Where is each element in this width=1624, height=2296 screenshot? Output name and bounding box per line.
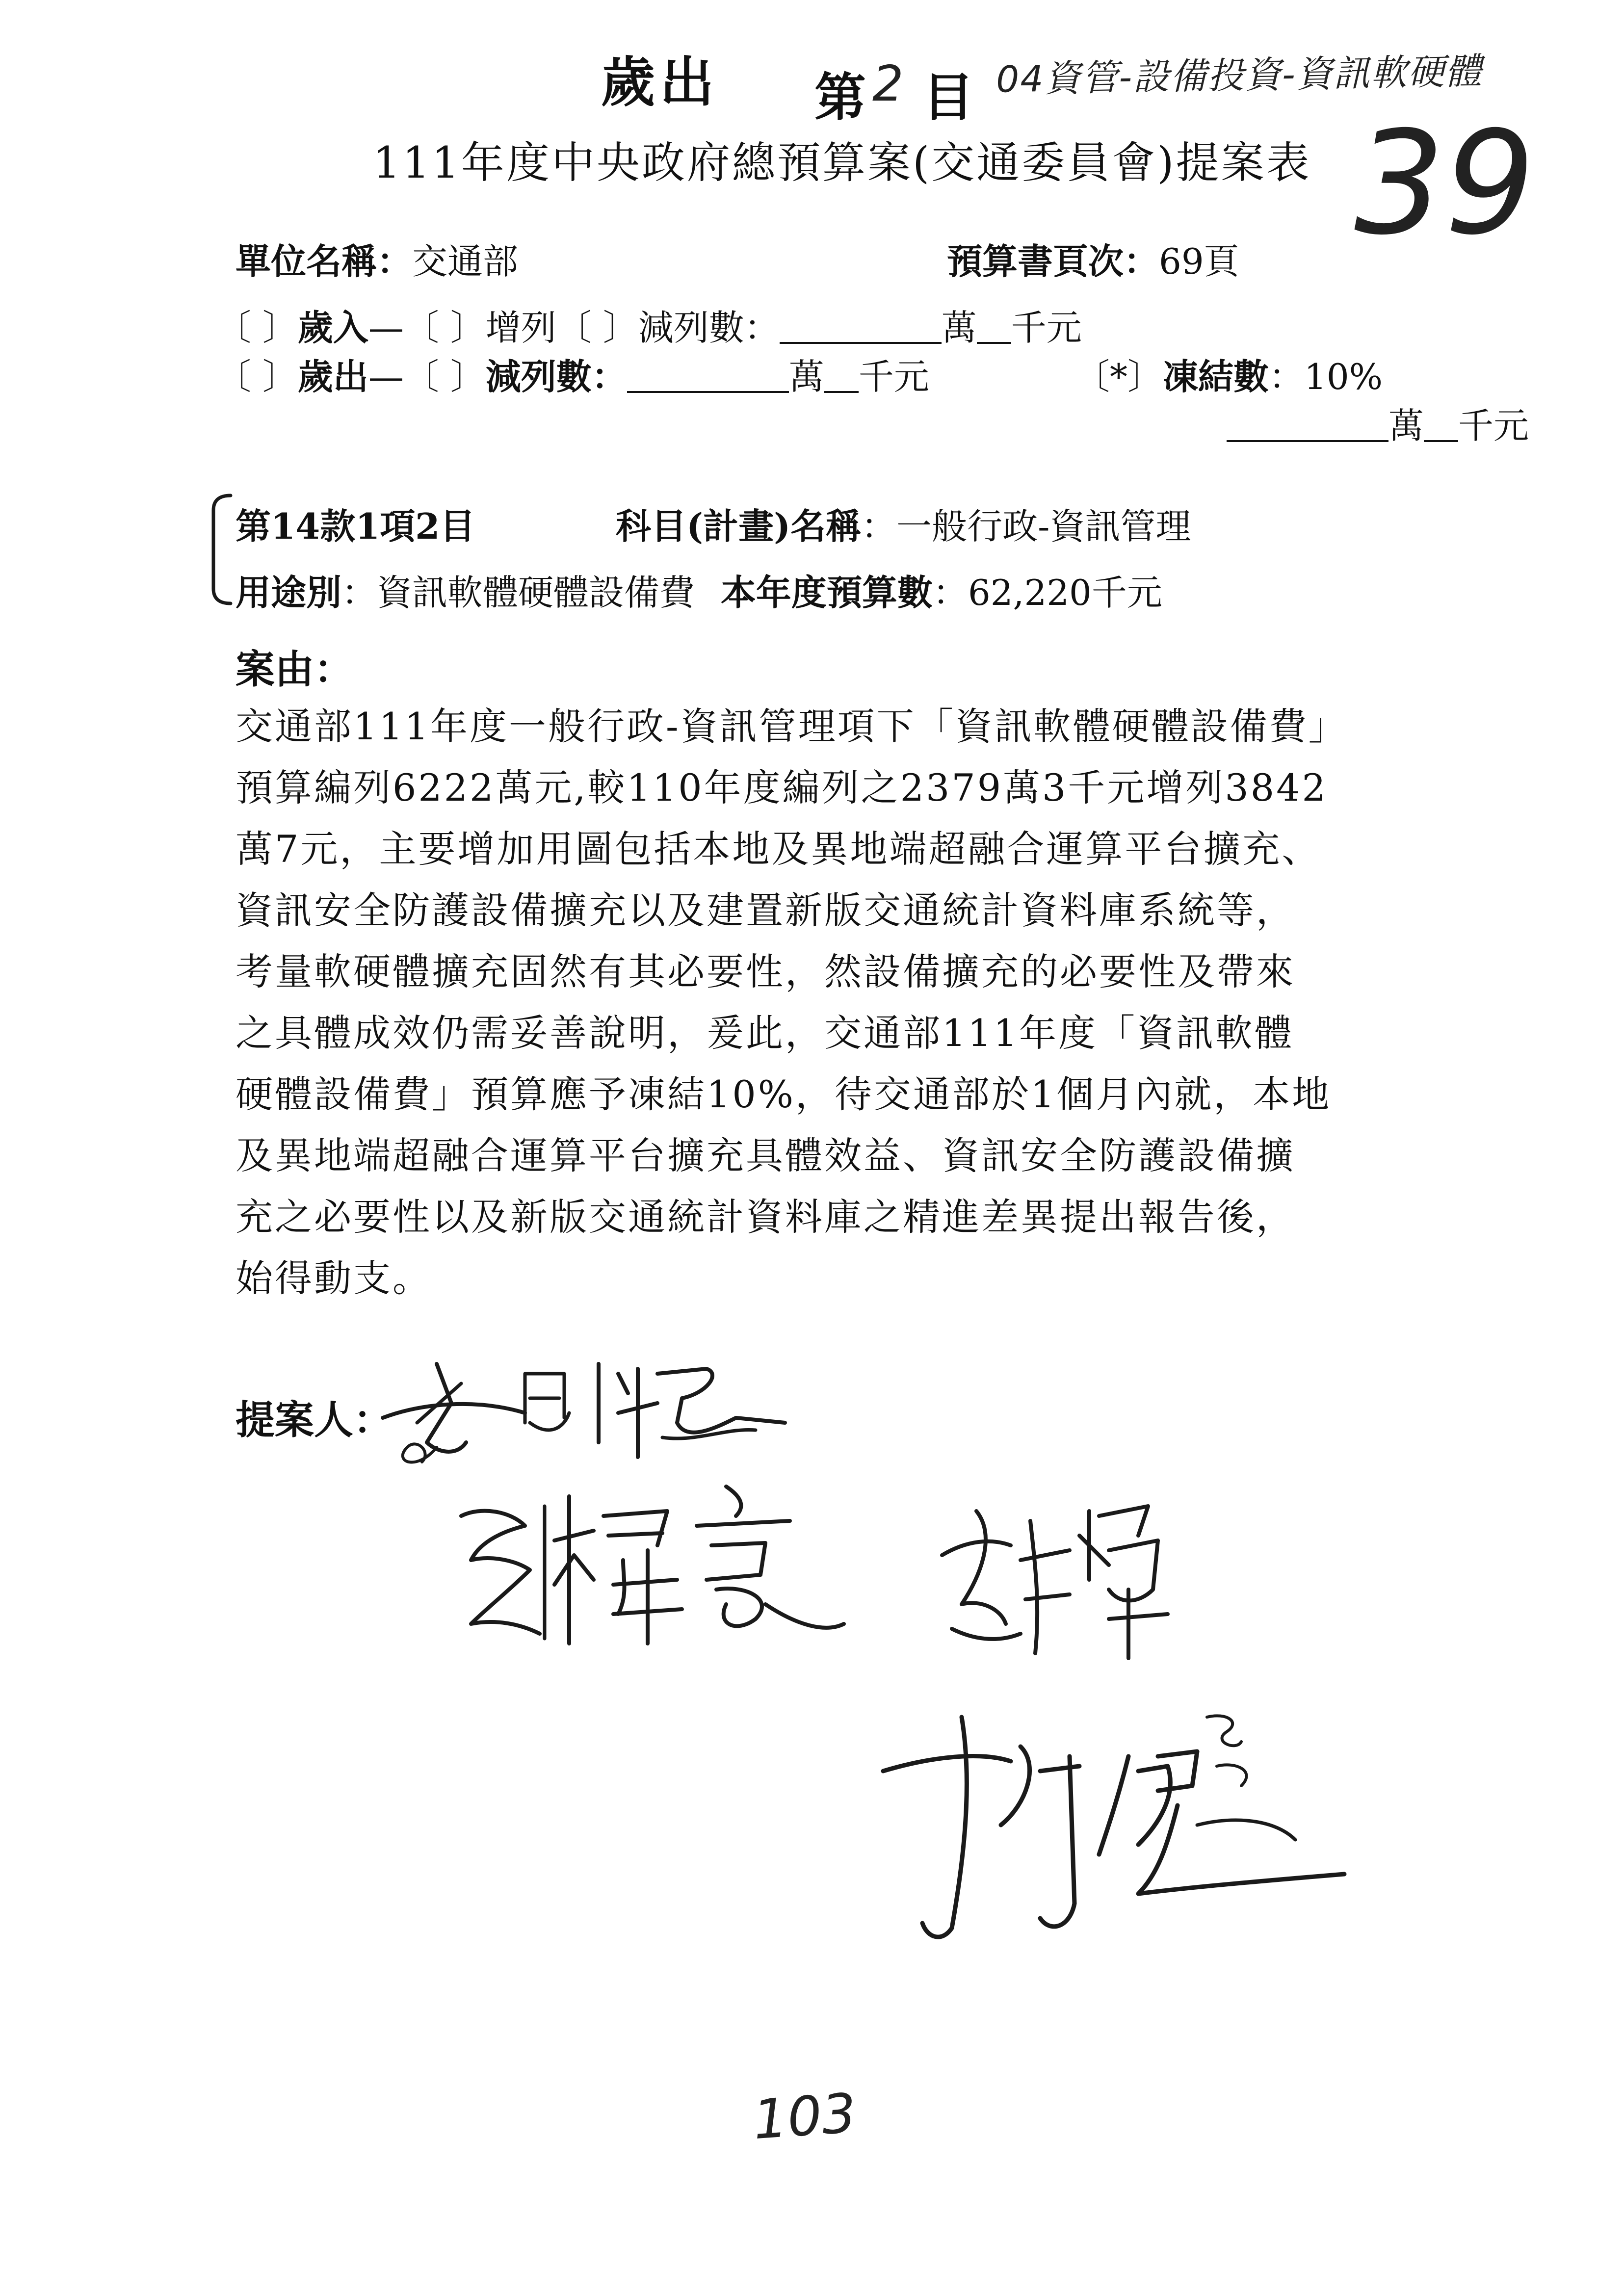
revenue-amount-blank: [780, 307, 942, 344]
freeze-label: 凍結數: [1163, 356, 1269, 397]
item-prefix: 第: [814, 67, 866, 128]
reason-line: 充之必要性以及新版交通統計資料庫之精進差異提出報告後，: [236, 1195, 1295, 1239]
freeze-unit-thousand: 千元: [1458, 405, 1529, 446]
reason-line: 之具體成效仍需妥善說明，爰此，交通部111年度「資訊軟體: [236, 1011, 1294, 1055]
freeze-row: [1074, 348, 1383, 399]
revenue-option-row: [216, 299, 1082, 350]
budget-label: 本年度預算數: [720, 572, 933, 613]
proposer-label: 提案人：: [236, 1397, 393, 1443]
reason-line: 硬體設備費」預算應予凍結10%，待交通部於1個月內就，本地: [236, 1072, 1332, 1116]
unit-row: [236, 233, 518, 284]
item-suffix: 目: [922, 67, 974, 128]
budget-value: ：62,220千元: [932, 572, 1162, 613]
signature-3: [922, 1491, 1197, 1668]
handwritten-category-note: 04資管-設備投資-資訊軟硬體: [995, 50, 1483, 101]
revenue-thousand-blank: [977, 307, 1011, 344]
use-label: 用途別: [236, 572, 342, 613]
revenue-checkbox: 〔 〕: [216, 307, 298, 348]
unit-value: 交通部: [412, 241, 519, 282]
signature-1: [363, 1344, 805, 1472]
expenditure-unit-thousand: 千元: [858, 356, 929, 397]
freeze-unit-wan: 萬: [1388, 405, 1424, 446]
expenditure-unit-wan: 萬: [788, 356, 824, 397]
freeze-checkbox: 〔*〕: [1074, 356, 1163, 397]
reason-line: 考量軟硬體擴充固然有其必要性，然設備擴充的必要性及帶來: [236, 950, 1295, 993]
reason-line: 交通部111年度一般行政-資訊管理項下「資訊軟體硬體設備費」: [236, 704, 1348, 748]
revenue-decrease-label: 減列數：: [638, 307, 780, 348]
reason-line: 始得動支。: [236, 1256, 432, 1300]
budget-page-value: 69頁: [1159, 241, 1239, 282]
revenue-increase-label: 增列: [485, 307, 556, 348]
reason-line: 及異地端超融合運算平台擴充具體效益、資訊安全防護設備擴: [236, 1134, 1295, 1177]
revenue-dash: —: [368, 307, 404, 348]
page-number-handwritten: 39: [1354, 101, 1536, 266]
subject-name-row: [616, 498, 1191, 549]
page-title: 111年度中央政府總預算案(交通委員會)提案表: [373, 137, 1311, 188]
subject-section: 第14款1項2目: [236, 505, 475, 547]
item-number-handwritten: 2: [872, 55, 904, 112]
expenditure-thousand-blank: [824, 356, 859, 393]
footer-page-number-handwritten: 103: [751, 2081, 859, 2152]
reason-line: 萬7元，主要增加用圖包括本地及異地端超融合運算平台擴充、: [236, 827, 1321, 871]
expenditure-amount-blank: [627, 356, 789, 393]
expenditure-option-row: [216, 348, 929, 399]
subject-name-value: ：一般行政-資訊管理: [861, 506, 1191, 547]
reason-line: 預算編列6222萬元,較110年度編列之2379萬3千元增列3842: [236, 766, 1328, 809]
expenditure-dash: —: [368, 356, 404, 397]
freeze-amount-row: [1227, 397, 1529, 448]
unit-label: 單位名稱：: [236, 240, 413, 282]
freeze-value: ：10%: [1269, 356, 1383, 397]
subject-name-label: 科目(計畫)名稱: [616, 505, 862, 547]
revenue-decrease-checkbox: 〔 〕: [556, 307, 638, 348]
use-row: [236, 564, 1162, 615]
expenditure-label: 歲出: [297, 356, 368, 397]
freeze-amount-blank: [1227, 405, 1388, 442]
subject-section-row: [236, 498, 475, 549]
use-value: ：資訊軟體硬體設備費: [341, 572, 695, 613]
revenue-label: 歲入: [297, 307, 368, 348]
revenue-increase-checkbox: 〔 〕: [403, 307, 486, 348]
budget-page-label: 預算書頁次：: [947, 240, 1159, 282]
budget-page-row: [947, 233, 1239, 284]
revenue-unit-wan: 萬: [941, 307, 977, 348]
subject-bracket: [209, 491, 238, 608]
signature-2: [451, 1477, 893, 1653]
expenditure-decrease-label: 減列數：: [485, 356, 627, 397]
revenue-unit-thousand: 千元: [1011, 307, 1082, 348]
expenditure-decrease-checkbox: 〔 〕: [403, 356, 486, 397]
freeze-thousand-blank: [1424, 405, 1458, 442]
budget-category: 歲出: [601, 51, 719, 114]
reason-line: 資訊安全防護設備擴充以及建置新版交通統計資料庫系統等，: [236, 888, 1295, 932]
signature-4: [854, 1697, 1374, 1953]
reason-label: 案由：: [236, 646, 353, 692]
expenditure-checkbox: 〔 〕: [216, 356, 298, 397]
